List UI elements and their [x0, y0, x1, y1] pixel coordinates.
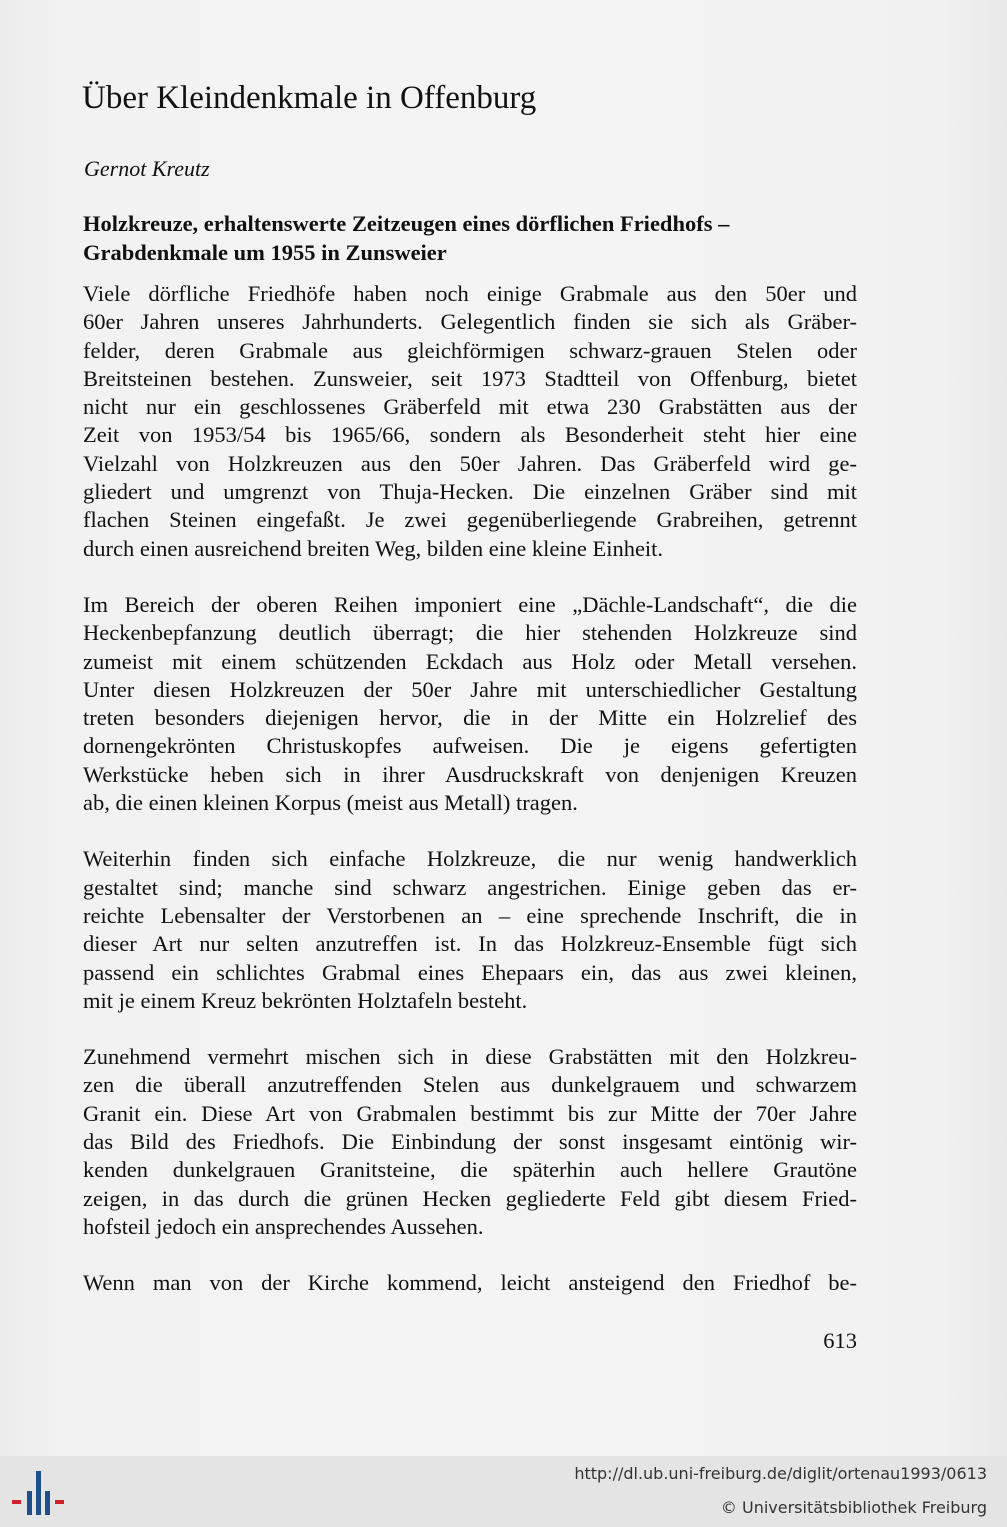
- text-line: ab, die einen kleinen Korpus (meist aus Metall) tragen.: [83, 790, 578, 816]
- text-line: mit je einem Kreuz bekrönten Holztafeln besteht.: [83, 987, 528, 1013]
- ub-freiburg-logo-icon: [10, 1467, 66, 1517]
- text-line: 60er Jahren unseres Jahrhunderts. Gelegentlich finden sie sich als Gräber-: [83, 309, 857, 335]
- paragraph: [83, 1043, 857, 1241]
- text-line: Im Bereich der oberen Reihen imponiert eine „Dächle-Landschaft“, die die: [83, 591, 857, 617]
- text-line: das Bild des Friedhofs. Die Einbindung der sonst insgesamt eintönig wir-: [83, 1129, 857, 1155]
- paragraph: [83, 280, 857, 563]
- text-line: kenden dunkelgrauen Granitsteine, die späterhin auch hellere Grautöne: [83, 1157, 857, 1183]
- text-line: Werkstücke heben sich in ihrer Ausdruckskraft von denjenigen Kreuzen: [83, 761, 857, 787]
- article-author: Gernot Kreutz: [84, 156, 210, 181]
- text-line: Heckenbepfanzung deutlich überragt; die hier stehenden Holzkreuze sind: [83, 620, 857, 646]
- article-title: Über Kleindenkmale in Offenburg: [82, 80, 537, 116]
- paragraph: [83, 845, 857, 1015]
- text-line: durch einen ausreichend breiten Weg, bilden eine kleine Einheit.: [83, 535, 664, 561]
- text-line: zen die überall anzutreffenden Stelen aus dunkelgrauem und schwarzem: [83, 1072, 857, 1098]
- text-line: Vielzahl von Holzkreuzen aus den 50er Jahren. Das Gräberfeld wird ge-: [83, 450, 857, 476]
- text-line: Breitsteinen bestehen. Zunsweier, seit 1973 Stadtteil von Offenburg, bietet: [83, 365, 857, 391]
- text-line: gliedert und umgrenzt von Thuja-Hecken. Die einzelnen Gräber sind mit: [83, 479, 857, 505]
- paragraph: [83, 591, 857, 817]
- text-line: Zunehmend vermehrt mischen sich in diese Grabstätten mit den Holzkreu-: [83, 1044, 857, 1070]
- text-line: zeigen, in das durch die grünen Hecken gegliederte Feld gibt diesem Fried-: [83, 1185, 857, 1211]
- article-body: [83, 280, 857, 1326]
- text-line: gestaltet sind; manche sind schwarz angestrichen. Einige geben das er-: [83, 874, 857, 900]
- section-heading-line: Holzkreuze, erhaltenswerte Zeitzeugen eines dörflichen Friedhofs –: [83, 211, 730, 236]
- text-line: Zeit von 1953/54 bis 1965/66, sondern als Besonderheit steht hier eine: [83, 422, 857, 448]
- copyright-notice: © Universitätsbibliothek Freiburg: [720, 1498, 987, 1517]
- permalink-url[interactable]: http://dl.ub.uni-freiburg.de/diglit/ortenau1993/0613: [574, 1464, 987, 1483]
- text-line: Viele dörfliche Friedhöfe haben noch einige Grabmale aus den 50er und: [83, 281, 857, 306]
- text-line: passend ein schlichtes Grabmal eines Ehepaars ein, das aus zwei kleinen,: [83, 959, 857, 985]
- footer-bar: [0, 1456, 1007, 1527]
- text-line: dieser Art nur selten anzutreffen ist. In das Holzkreuz-Ensemble fügt sich: [83, 931, 857, 957]
- text-line: flachen Steinen eingefaßt. Je zwei gegenüberliegende Grabreihen, getrennt: [83, 507, 857, 533]
- text-line: nicht nur ein geschlossenes Gräberfeld mit etwa 230 Grabstätten aus der: [83, 394, 857, 420]
- page-number: 613: [823, 1328, 857, 1353]
- paragraph: [83, 1269, 857, 1297]
- text-line: zumeist mit einem schützenden Eckdach aus Holz oder Metall versehen.: [83, 648, 857, 674]
- text-line: hofsteil jedoch ein ansprechendes Aussehen.: [83, 1213, 484, 1239]
- text-line: Wenn man von der Kirche kommend, leicht ansteigend den Friedhof be-: [83, 1270, 857, 1296]
- text-line: felder, deren Grabmale aus gleichförmigen schwarz-grauen Stelen oder: [83, 337, 857, 363]
- text-line: treten besonders diejenigen hervor, die in der Mitte ein Holzrelief des: [83, 705, 857, 731]
- text-line: Weiterhin finden sich einfache Holzkreuze, die nur wenig handwerklich: [83, 846, 857, 872]
- text-line: dornengekrönten Christuskopfes aufweisen. Die je eigens gefertigten: [83, 733, 857, 759]
- section-heading-line: Grabdenkmale um 1955 in Zunsweier: [83, 240, 447, 265]
- text-line: Unter diesen Holzkreuzen der 50er Jahre mit unterschiedlicher Gestaltung: [83, 676, 857, 702]
- section-heading: [83, 209, 843, 267]
- text-line: Granit ein. Diese Art von Grabmalen bestimmt bis zur Mitte der 70er Jahre: [83, 1100, 857, 1126]
- text-line: reichte Lebensalter der Verstorbenen an – eine sprechende Inschrift, die in: [83, 902, 857, 928]
